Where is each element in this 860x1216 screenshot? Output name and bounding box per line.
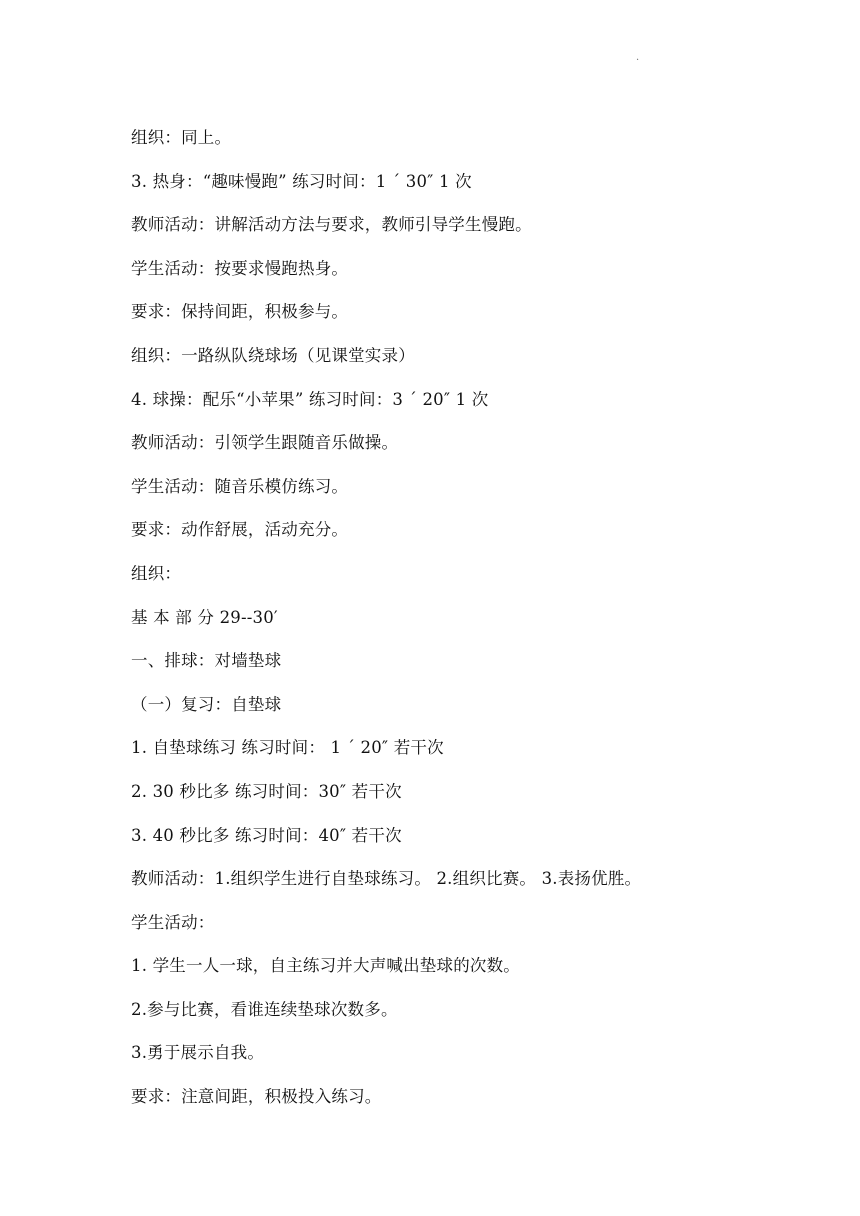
teacher-activity-line-2: 教师活动：引领学生跟随音乐做操。 [131, 433, 399, 453]
teacher-activity-line-3: 教师活动：1.组织学生进行自垫球练习。 2.组织比赛。 3.表扬优胜。 [131, 869, 642, 889]
forty-second-contest-line: 3. 40 秒比多 练习时间：40″ 若干次 [131, 825, 402, 845]
document-body [131, 122, 831, 1125]
requirement-line-1: 要求：保持间距，积极参与。 [131, 302, 349, 322]
student-activity-line-2: 学生活动：随音乐模仿练习。 [131, 476, 349, 496]
student-activity-item-1: 1. 学生一人一球，自主练习并大声喊出垫球的次数。 [131, 956, 520, 976]
organization-line-1: 组织：同上。 [131, 128, 232, 147]
basic-part-heading: 基 本 部 分 29--30′ [131, 607, 278, 627]
student-activity-item-2: 2.参与比赛，看谁连续垫球次数多。 [131, 999, 398, 1019]
thirty-second-contest-line: 2. 30 秒比多 练习时间：30″ 若干次 [131, 781, 402, 801]
organization-line-2: 组织：一路纵队绕球场（见课堂实录） [131, 345, 415, 365]
warmup-jog-heading: 3. 热身：“趣味慢跑” 练习时间：1 ΄ 30″ 1 次 [131, 171, 472, 191]
requirement-line-2: 要求：动作舒展，活动充分。 [131, 520, 349, 540]
self-pass-practice-line: 1. 自垫球练习 练习时间： 1 ΄ 20″ 若干次 [131, 738, 444, 758]
student-activity-line-1: 学生活动：按要求慢跑热身。 [131, 258, 349, 278]
organization-line-3: 组织： [131, 563, 182, 583]
volleyball-heading: 一、排球：对墙垫球 [131, 651, 282, 671]
teacher-activity-line-1: 教师活动：讲解活动方法与要求，教师引导学生慢跑。 [131, 215, 532, 235]
review-self-pass-heading: （一）复习：自垫球 [131, 694, 282, 714]
ball-exercise-heading: 4. 球操：配乐“小苹果” 练习时间：3 ΄ 20″ 1 次 [131, 389, 489, 409]
student-activity-label: 学生活动： [131, 912, 215, 932]
requirement-line-3: 要求：注意间距，积极投入练习。 [131, 1087, 382, 1107]
student-activity-item-3: 3.勇于展示自我。 [131, 1043, 265, 1063]
corner-mark: · [636, 55, 640, 66]
